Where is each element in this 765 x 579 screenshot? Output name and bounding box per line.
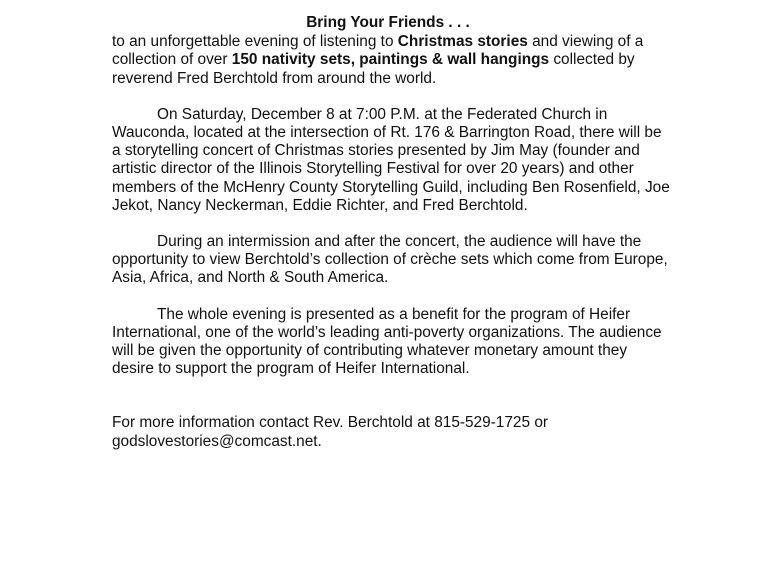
intro-text-2: and viewing of a collection of over: [112, 33, 644, 69]
intro-text-1: to an unforgettable evening of listening to: [112, 33, 398, 51]
flyer-heading: Bring Your Friends . . .: [306, 14, 470, 31]
intro-paragraph: [112, 33, 672, 88]
intro-bold-christmas-stories: Christmas stories: [397, 33, 528, 51]
intermission-paragraph: During an intermission and after the concert, the audience will have the opportunity to view Berchtold’s collection of crèche sets which come from Europe, Asia, Africa, and North & South America.: [112, 233, 668, 287]
contact-line-phone: For more information contact Rev. Berchtold at 815-529-1725 or: [112, 414, 549, 432]
benefit-paragraph: The whole evening is presented as a benefit for the program of Heifer International, one of the world’s leading anti-poverty organizations. The audience will be given the opportunity of contributing whatever monetary amount they desire to support the program of Heifer International.: [112, 305, 662, 378]
flyer-page: [112, 14, 672, 451]
contact-block: [112, 414, 672, 450]
event-details-paragraph: On Saturday, December 8 at 7:00 P.M. at the Federated Church in Wauconda, located at the intersection of Rt. 176 & Barrington Road, there will be a storytelling concert of Christmas stories presented by Jim May (founder and artistic director of the Illinois Storytelling Festival for over 20 years) and other members of the McHenry County Storytelling Guild, including Ben Rosenfield, Joe Jekot, Nancy Neckerman, Eddie Richter, and Fred Berchtold.: [112, 105, 670, 214]
intro-bold-nativity-sets: 150 nativity sets, paintings & wall hangings: [231, 51, 550, 69]
contact-line-email: godslovestories@comcast.net.: [112, 432, 322, 450]
intro-text-3: collected by reverend Fred Berchtold from around the world.: [112, 51, 635, 87]
